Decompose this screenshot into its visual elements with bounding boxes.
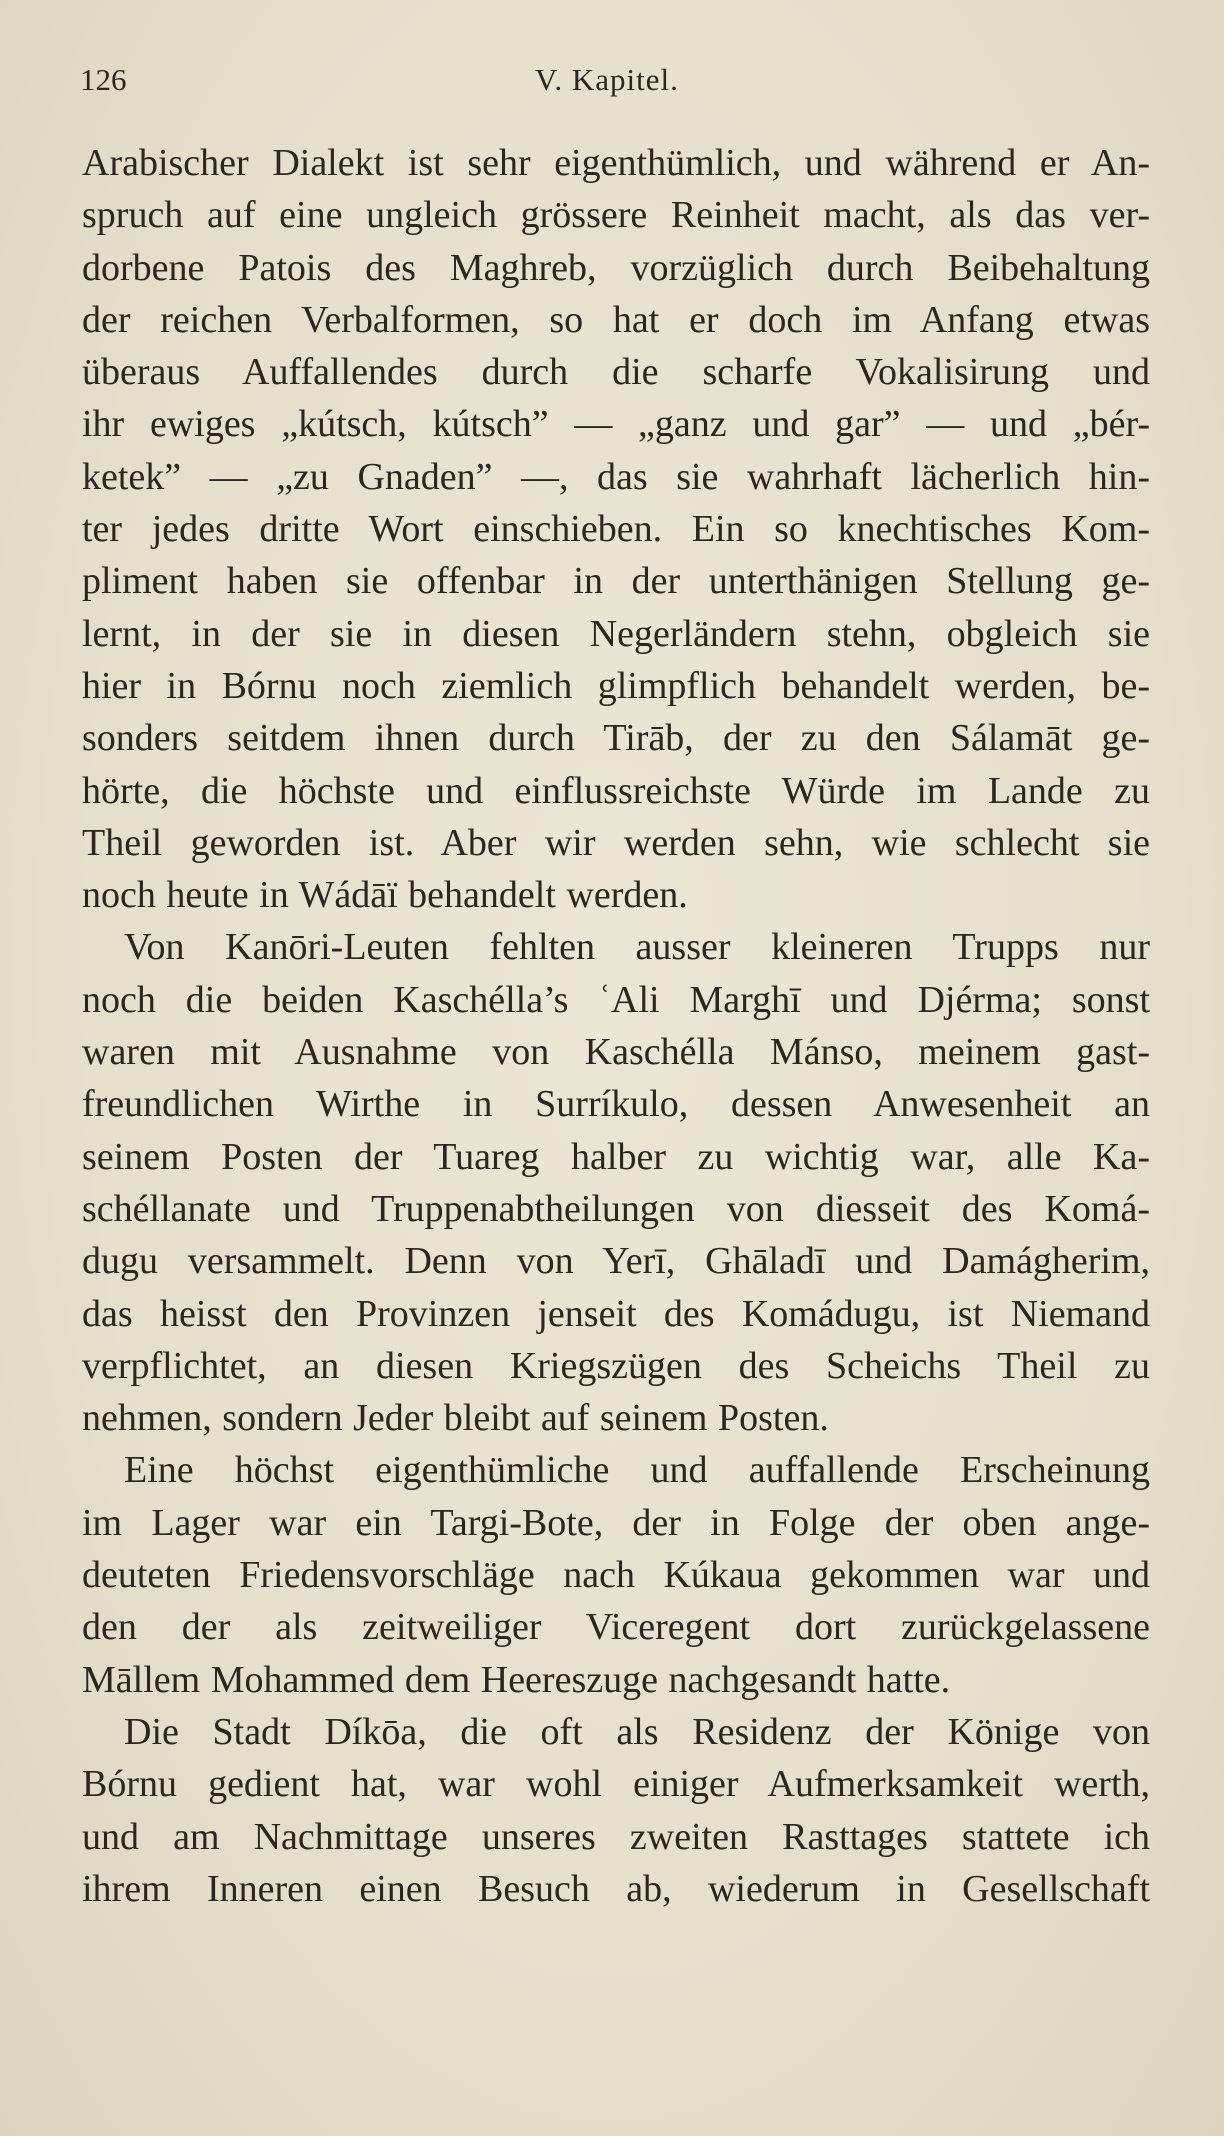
text-line: deuteten Friedensvorschläge nach Kúkaua gekommen war und [82,1554,1150,1597]
page-number: 126 [80,62,127,97]
text-line: spruch auf eine ungleich grössere Reinheit macht, als das ver- [82,194,1150,237]
text-line: im Lager war ein Targi-Bote, der in Folge der oben ange- [82,1501,1150,1544]
text-line: dorbene Patois des Maghreb, vorzüglich durch Beibehaltung [82,246,1150,289]
text-line: das heisst den Provinzen jenseit des Komádugu, ist Niemand [82,1292,1150,1335]
text-line: dugu versammelt. Denn von Yerī, Ghāladī und Damágherim, [82,1240,1150,1283]
text-line: schéllanate und Truppenabtheilungen von diesseit des Komá- [82,1187,1150,1230]
paragraph-start-line: Eine höchst eigenthümliche und auffallende Erscheinung [124,1449,1150,1492]
text-line: noch die beiden Kaschélla’s ʿAli Marghī und Djérma; sonst [82,978,1150,1021]
text-line: verpflichtet, an diesen Kriegszügen des Scheichs Theil zu [82,1344,1150,1387]
chapter-title: V. Kapitel. [535,62,679,97]
text-line: Theil geworden ist. Aber wir werden sehn, wie schlecht sie [82,821,1150,864]
text-line: den der als zeitweiliger Viceregent dort zurückgelassene [82,1606,1150,1649]
text-line: hörte, die höchste und einflussreichste Würde im Lande zu [82,769,1150,812]
text-line: überaus Auffallendes durch die scharfe Vokalisirung und [82,351,1150,394]
text-line: der reichen Verbalformen, so hat er doch im Anfang etwas [82,298,1150,341]
text-line: ihr ewiges „kútsch, kútsch” — „ganz und gar” — und „bér- [82,403,1150,446]
text-line: lernt, in der sie in diesen Negerländern stehn, obgleich sie [82,612,1150,655]
text-line: hier in Bórnu noch ziemlich glimpflich behandelt werden, be- [82,664,1150,707]
paragraph-end-line: Māllem Mohammed dem Heereszuge nachgesandt hatte. [82,1658,951,1701]
text-line: Arabischer Dialekt ist sehr eigenthümlich, und während er An- [82,142,1150,184]
body-text [82,137,1150,1915]
paragraph-start-line: Die Stadt Díkōa, die oft als Residenz der Könige von [124,1710,1150,1753]
text-line: und am Nachmittage unseres zweiten Rasttages stattete ich [82,1815,1150,1858]
text-line: pliment haben sie offenbar in der unterthänigen Stellung ge- [82,560,1150,603]
text-line: ketek” — „zu Gnaden” —, das sie wahrhaft lächerlich hin- [82,455,1150,498]
text-line: waren mit Ausnahme von Kaschélla Mánso, meinem gast- [82,1031,1150,1074]
text-line: ter jedes dritte Wort einschieben. Ein so knechtisches Kom- [82,508,1150,551]
text-line: freundlichen Wirthe in Surríkulo, dessen Anwesenheit an [82,1083,1150,1126]
text-line: seinem Posten der Tuareg halber zu wichtig war, alle Ka- [82,1135,1150,1178]
paragraph-end-line: nehmen, sondern Jeder bleibt auf seinem Posten. [82,1397,829,1440]
paragraph-end-line: noch heute in Wádāï behandelt werden. [82,874,688,917]
paragraph-start-line: Von Kanōri-Leuten fehlten ausser kleineren Trupps nur [124,926,1150,969]
text-line: sonders seitdem ihnen durch Tirāb, der zu den Sálamāt ge- [82,717,1150,760]
text-line: ihrem Inneren einen Besuch ab, wiederum in Gesellschaft [82,1867,1150,1910]
text-line: Bórnu gedient hat, war wohl einiger Aufmerksamkeit werth, [82,1763,1150,1806]
running-head [80,62,1150,112]
